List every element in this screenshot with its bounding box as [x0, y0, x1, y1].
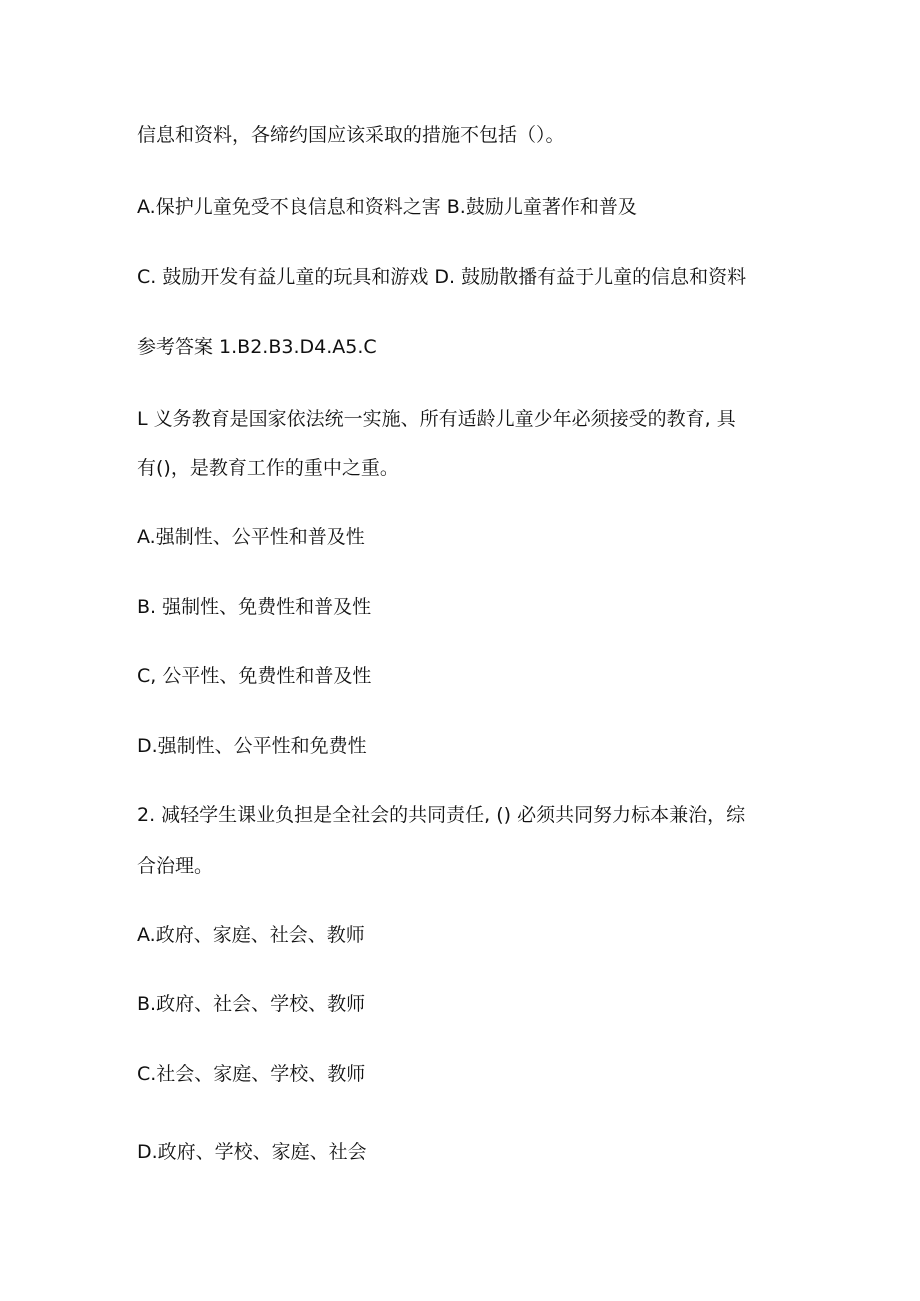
question-2-option-a: A.政府、家庭、社会、教师 — [137, 924, 365, 946]
answer-key: 参考答案 1.B2.B3.D4.A5.C — [137, 336, 377, 358]
question-2-option-c: C.社会、家庭、学校、教师 — [137, 1063, 366, 1085]
question-1-option-a: A.强制性、公平性和普及性 — [137, 526, 365, 548]
question-1-option-c: C, 公平性、免费性和普及性 — [137, 665, 372, 687]
question-2-stem-line-2: 合治理。 — [137, 855, 214, 877]
question-stem-continuation: 信息和资料，各缔约国应该采取的措施不包括（）。 — [137, 124, 565, 146]
options-c-d: C. 鼓励开发有益儿童的玩具和游戏 D. 鼓励散播有益于儿童的信息和资料 — [137, 266, 747, 288]
question-2-option-b: B.政府、社会、学校、教师 — [137, 993, 366, 1015]
question-1-stem-line-1: L 义务教育是国家依法统一实施、所有适龄儿童少年必须接受的教育, 具 — [137, 408, 736, 430]
options-a-b: A.保护儿童免受不良信息和资料之害 B.鼓励儿童著作和普及 — [137, 196, 637, 218]
question-1-stem-line-2: 有()，是教育工作的重中之重。 — [137, 457, 399, 479]
question-1-option-b: B. 强制性、免费性和普及性 — [137, 596, 372, 618]
question-2-option-d: D.政府、学校、家庭、社会 — [137, 1141, 367, 1163]
question-1-option-d: D.强制性、公平性和免费性 — [137, 735, 367, 757]
question-2-stem-line-1: 2. 减轻学生课业负担是全社会的共同责任, () 必须共同努力标本兼治，综 — [137, 804, 746, 826]
